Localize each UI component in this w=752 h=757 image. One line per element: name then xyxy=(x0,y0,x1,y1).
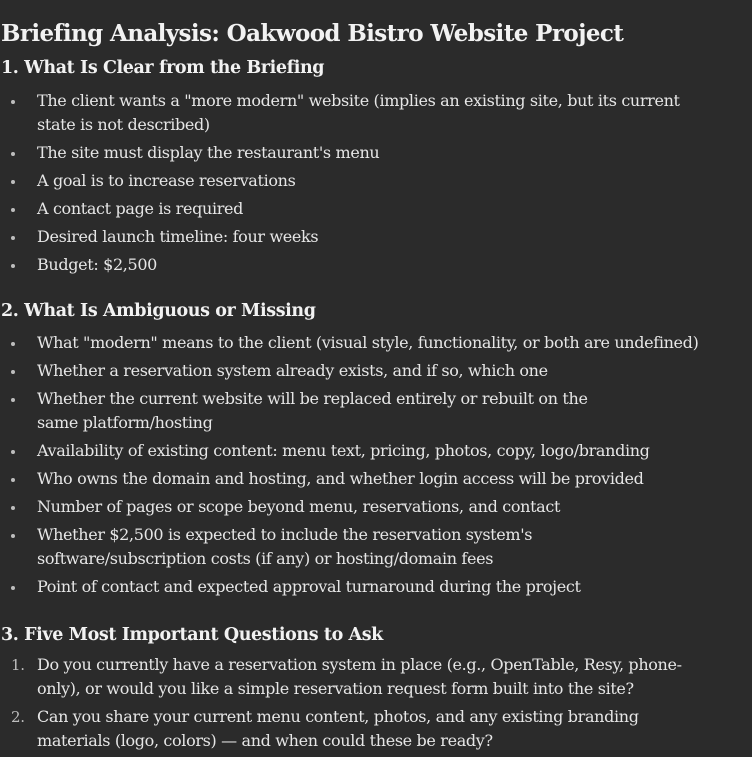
ambiguous-items-list xyxy=(0,331,700,603)
list-item: Whether a reservation system already exists, and if so, which one xyxy=(0,359,700,383)
list-item: Point of contact and expected approval turnaround during the project xyxy=(0,575,700,599)
list-item xyxy=(0,705,700,753)
list-number: 1. xyxy=(11,656,25,674)
list-item-text: Do you currently have a reservation system in place (e.g., OpenTable, Resy, phone-only), or would you like a simple reservation request form built into the site? xyxy=(37,655,682,698)
list-item: Availability of existing content: menu text, pricing, photos, copy, logo/branding xyxy=(0,439,700,463)
questions-list xyxy=(0,653,700,757)
list-item: Who owns the domain and hosting, and whether login access will be provided xyxy=(0,467,700,491)
list-item: Budget: $2,500 xyxy=(0,253,700,277)
list-item: Whether the current website will be replaced entirely or rebuilt on the same platform/hosting xyxy=(0,387,597,435)
list-item: Desired launch timeline: four weeks xyxy=(0,225,700,249)
list-item: Whether $2,500 is expected to include the reservation system's software/subscription costs (if any) or hosting/domain fees xyxy=(0,523,677,571)
section-heading-questions: 3. Five Most Important Questions to Ask xyxy=(1,625,383,645)
list-item: The site must display the restaurant's menu xyxy=(0,141,700,165)
list-item-text: Can you share your current menu content, photos, and any existing branding materials (logo, colors) — and when could these be ready? xyxy=(37,707,639,750)
list-number: 2. xyxy=(11,708,25,726)
list-item: Number of pages or scope beyond menu, reservations, and contact xyxy=(0,495,700,519)
section-heading-clear: 1. What Is Clear from the Briefing xyxy=(1,58,325,78)
list-item: What "modern" means to the client (visual style, functionality, or both are undefined) xyxy=(0,331,700,355)
list-item: A contact page is required xyxy=(0,197,700,221)
list-item xyxy=(0,653,700,701)
list-item: The client wants a "more modern" website (implies an existing site, but its current state is not described) xyxy=(0,89,700,137)
clear-items-list xyxy=(0,89,700,281)
section-heading-ambiguous: 2. What Is Ambiguous or Missing xyxy=(1,301,316,321)
list-item: A goal is to increase reservations xyxy=(0,169,700,193)
page-title: Briefing Analysis: Oakwood Bistro Website Project xyxy=(1,20,624,47)
